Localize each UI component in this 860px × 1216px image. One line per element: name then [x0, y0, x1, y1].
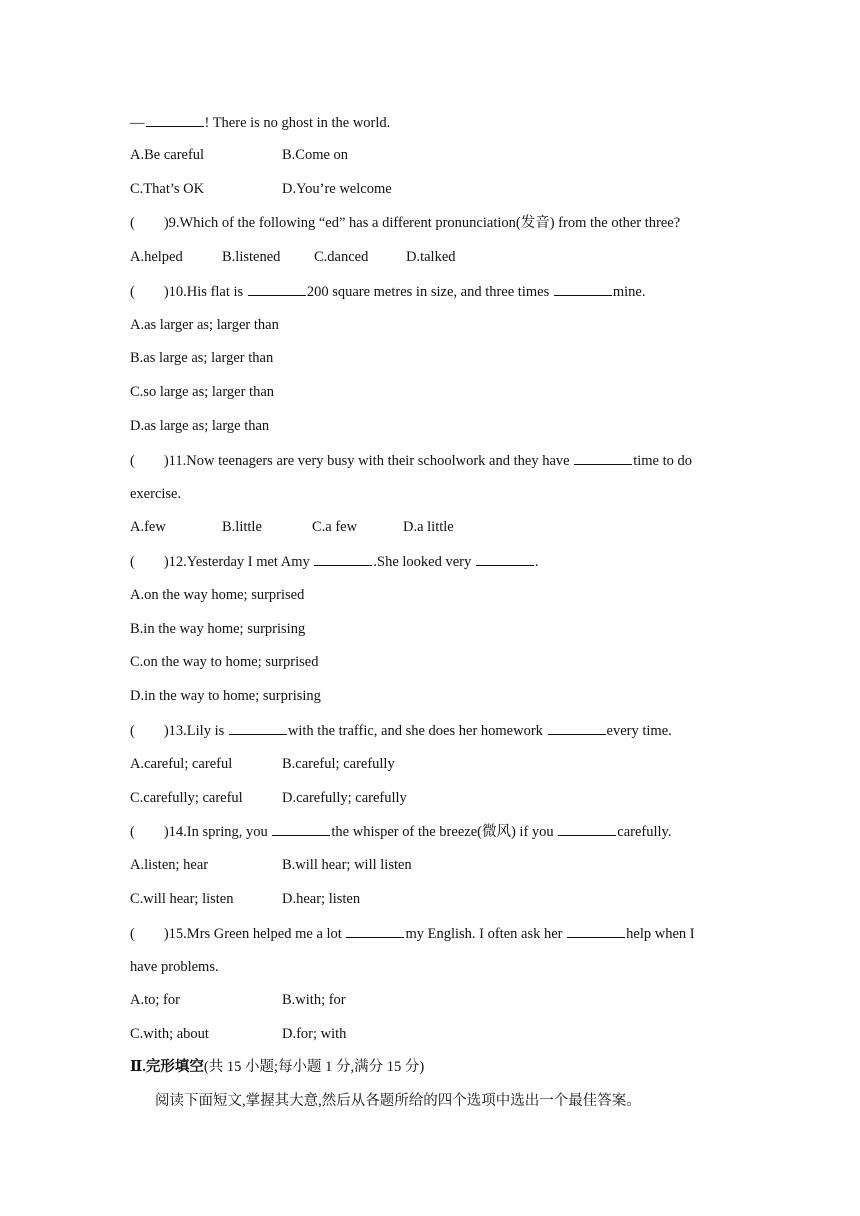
q15-option-a: A.to; for [130, 992, 180, 1008]
q9-options [130, 248, 456, 266]
q12-text-2: .She looked very [373, 554, 475, 570]
answer-blank [314, 552, 372, 566]
q13-text-1: 13.Lily is [168, 723, 228, 739]
answer-blank [146, 113, 204, 127]
q10-option-b: B.as large as; larger than [130, 350, 274, 366]
answer-paren: ( ) [130, 284, 169, 300]
q11-continuation: exercise. [130, 486, 182, 502]
q8-dash: — [130, 115, 145, 131]
q12-text-3: . [534, 554, 539, 570]
q8-option-a: A.Be careful [130, 147, 205, 163]
q8-option-d: D.You’re welcome [282, 181, 392, 197]
answer-paren: ( ) [130, 723, 169, 739]
q15-options-row1 [130, 991, 346, 1009]
q11-text-2: time to do [633, 453, 693, 469]
q11-prompt [130, 451, 692, 470]
q13-text-3: every time. [606, 723, 672, 739]
q8-option-b: B.Come on [282, 147, 349, 163]
q15-text-1: 15.Mrs Green helped me a lot [168, 926, 346, 942]
q14-option-d: D.hear; listen [282, 891, 361, 907]
q9-prompt [130, 214, 680, 232]
q10-prompt [130, 282, 645, 301]
q14-option-b: B.will hear; will listen [282, 857, 412, 873]
q14-text-1: 14.In spring, you [168, 824, 272, 840]
q10-text-3: mine. [612, 284, 646, 300]
answer-blank [548, 721, 606, 735]
answer-blank [476, 552, 534, 566]
q15-option-d: D.for; with [282, 1026, 347, 1042]
answer-paren: ( ) [130, 926, 169, 942]
q10-text-2: 200 square metres in size, and three times [306, 284, 553, 300]
q15-continuation: have problems. [130, 959, 219, 975]
section-heading [130, 1058, 424, 1076]
q13-option-d: D.carefully; carefully [282, 790, 407, 806]
q11-option-b: B.little [222, 519, 262, 535]
section-instruction: 阅读下面短文,掌握其大意,然后从各题所给的四个选项中选出一个最佳答案。 [155, 1093, 641, 1109]
q12-prompt [130, 552, 539, 571]
q13-options-row1 [130, 755, 395, 773]
q10-option-c: C.so large as; larger than [130, 384, 275, 400]
q14-text-3: carefully. [617, 824, 672, 840]
q9-option-a: A.helped [130, 249, 183, 265]
q10-option-d: D.as large as; large than [130, 418, 270, 434]
answer-paren: ( ) [130, 554, 169, 570]
q15-option-c: C.with; about [130, 1026, 209, 1042]
answer-blank [229, 721, 287, 735]
q12-option-d: D.in the way to home; surprising [130, 688, 321, 704]
q14-text-2: the whisper of the breeze(微风) if you [331, 824, 558, 840]
q8-option-c: C.That’s OK [130, 181, 205, 197]
q8-text: ! There is no ghost in the world. [204, 115, 391, 131]
answer-blank [558, 822, 616, 836]
answer-blank [346, 924, 404, 938]
q9-text: 9.Which of the following “ed” has a different pronunciation(发音) from the other three? [168, 215, 681, 231]
answer-blank [272, 822, 330, 836]
section-heading-scoring: (共 15 小题;每小题 1 分,满分 15 分) [203, 1059, 425, 1075]
q15-prompt [130, 924, 695, 943]
q10-text-1: 10.His flat is [168, 284, 247, 300]
q14-options-row1 [130, 856, 412, 874]
q9-option-b: B.listened [222, 249, 281, 265]
answer-paren: ( ) [130, 824, 169, 840]
q14-options-row2 [130, 890, 361, 908]
answer-blank [567, 924, 625, 938]
q14-option-a: A.listen; hear [130, 857, 209, 873]
q11-options [130, 518, 454, 536]
answer-paren: ( ) [130, 215, 169, 231]
q9-option-c: C.danced [314, 249, 369, 265]
q10-option-a: A.as larger as; larger than [130, 317, 279, 333]
q11-text-1: 11.Now teenagers are very busy with their schoolwork and they have [168, 453, 574, 469]
q12-option-b: B.in the way home; surprising [130, 621, 306, 637]
q13-prompt [130, 721, 672, 740]
q15-text-3: help when I [626, 926, 695, 942]
answer-blank [248, 282, 306, 296]
q8-options-row2 [130, 180, 392, 198]
q8-prompt [130, 113, 390, 132]
q9-option-d: D.talked [406, 249, 456, 265]
q11-option-a: A.few [130, 519, 166, 535]
q8-options-row1 [130, 146, 349, 164]
q15-options-row2 [130, 1025, 347, 1043]
q12-text-1: 12.Yesterday I met Amy [168, 554, 314, 570]
answer-blank [574, 451, 632, 465]
q13-options-row2 [130, 789, 407, 807]
q14-prompt [130, 822, 672, 841]
q13-option-a: A.careful; careful [130, 756, 233, 772]
q13-option-c: C.carefully; careful [130, 790, 243, 806]
q12-option-a: A.on the way home; surprised [130, 587, 305, 603]
q13-option-b: B.careful; carefully [282, 756, 395, 772]
q13-text-2: with the traffic, and she does her homework [287, 723, 547, 739]
q15-option-b: B.with; for [282, 992, 346, 1008]
q15-text-2: my English. I often ask her [405, 926, 567, 942]
q11-option-d: D.a little [403, 519, 454, 535]
q14-option-c: C.will hear; listen [130, 891, 234, 907]
answer-paren: ( ) [130, 453, 169, 469]
section-heading-title: Ⅱ.完形填空 [130, 1059, 204, 1075]
answer-blank [554, 282, 612, 296]
q11-option-c: C.a few [312, 519, 358, 535]
q12-option-c: C.on the way to home; surprised [130, 654, 319, 670]
